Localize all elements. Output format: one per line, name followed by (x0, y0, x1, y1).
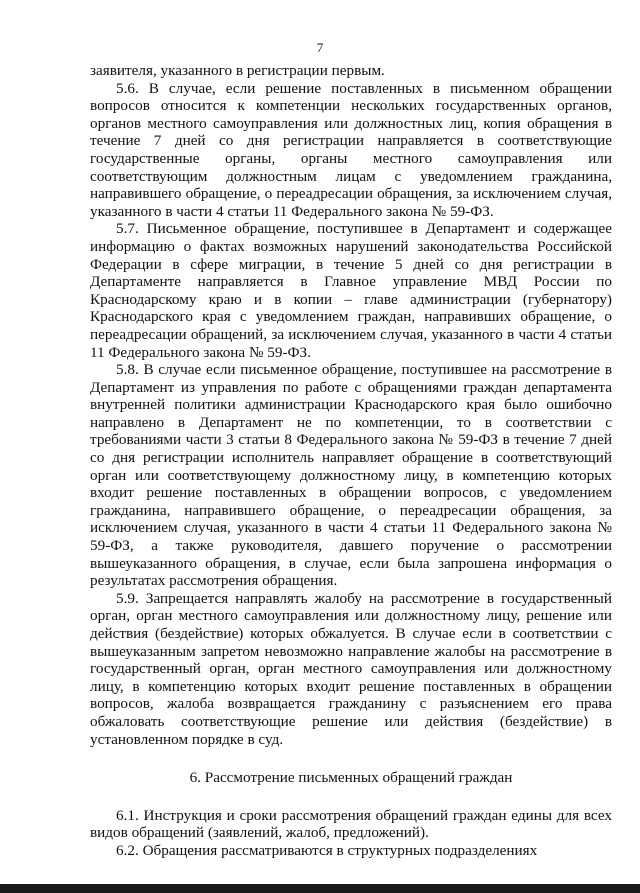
paragraph-6-1: 6.1. Инструкция и сроки рассмотрения обращений граждан едины для всех видов обращений (заявлений, жалоб, предложений). (90, 806, 612, 842)
paragraph-5-8: 5.8. В случае если письменное обращение, поступившее на рассмотрение в Департамент из управления по работе с обращениями граждан департамента внутренней политики администрации Краснодарского края было ошибочно направлено в Департамент не по компетенции, то в соответствии с требованиями части 3 статьи 8 Федерального закона № 59-ФЗ в течение 7 дней со дня регистрации исполнитель направляет обращение в соответствующий орган или соответствующему должностному лицу, в компетенцию которых входит решение поставленных в обращении вопросов, с уведомлением гражданина, направившего обращение, о переадресации обращения, за исключением случая, указанного в части 4 статьи 11 Федерального закона № 59-ФЗ, а также руководителя, давшего поручение о рассмотрении вышеуказанного обращения, в случае, если была запрошена информация о результатах рассмотрения обращения. (90, 361, 612, 590)
paragraph-6-2: 6.2. Обращения рассматриваются в структурных подразделениях (116, 841, 538, 859)
document-body (90, 62, 612, 860)
scan-bottom-edge (0, 884, 640, 893)
paragraph-5-7: 5.7. Письменное обращение, поступившее в Департамент и содержащее информацию о фактах возможных нарушений законодательства Российской Федерации в сфере миграции, в течение 5 дней со дня регистрации в Департаменте направляется в Главное управление МВД России по Краснодарскому краю и в копии – главе администрации (губернатору) Краснодарского края с уведомлением граждан, направивших обращение, о переадресации обращений, за исключением случая, указанного в части 4 статьи 11 Федерального закона № 59-ФЗ. (90, 220, 612, 361)
paragraph-5-9: 5.9. Запрещается направлять жалобу на рассмотрение в государственный орган, орган местного самоуправления или должностному лицу, решение или действия (бездействие) которых обжалуется. В случае если в соответствии с вышеуказанным запретом невозможно направление жалобы на рассмотрение в государственный орган, орган местного самоуправления или должностному лицу, в компетенцию которых входит решение поставленных в обращении вопросов, жалоба возвращается гражданину с разъяснением его права обжаловать соответствующие решение или действия (бездействие) в установленном порядке в суд. (90, 589, 612, 748)
paragraph-continuation: заявителя, указанного в регистрации первым. (90, 62, 385, 79)
section-heading: 6. Рассмотрение письменных обращений граждан (189, 769, 513, 787)
page-number: 7 (316, 40, 324, 55)
paragraph-5-6: 5.6. В случае, если решение поставленных в письменном обращении вопросов относится к компетенции нескольких государственных органов, органов местного самоуправления или должностных лиц, копия обращения в течение 7 дней со дня регистрации направляется в соответствующие государственные органы, органы местного самоуправления или соответствующим должностным лицам с уведомлением гражданина, направившего обращение, о переадресации обращения, за исключением случая, указанного в части 4 статьи 11 Федерального закона № 59-ФЗ. (90, 79, 612, 220)
